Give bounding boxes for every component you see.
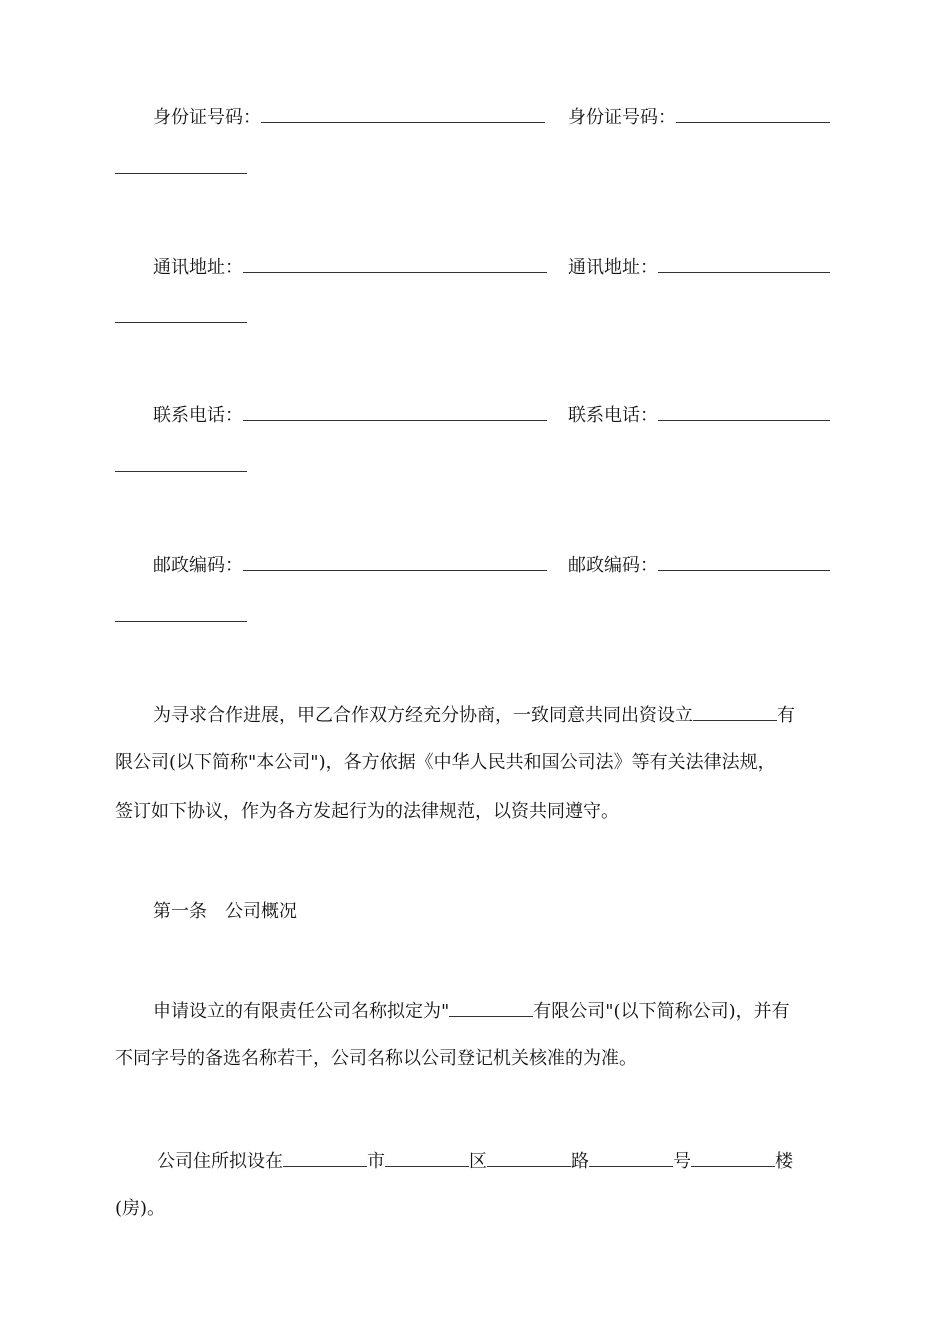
id-number-row	[153, 104, 545, 130]
phone-row-b	[568, 402, 830, 428]
party-a-address-label: 通讯地址：	[153, 257, 243, 278]
proposed-name-blank[interactable]	[449, 998, 533, 1017]
road-label: 路	[571, 1151, 589, 1172]
article-1-heading: 第一条 公司概况	[153, 901, 297, 922]
preamble-line-2: 限公司(以下简称"本公司")，各方依据《中华人民共和国公司法》等有关法律法规，	[115, 752, 776, 773]
preamble-line-3: 签订如下协议，作为各方发起行为的法律规范，以资共同遵守。	[115, 801, 619, 822]
number-blank[interactable]	[589, 1148, 673, 1167]
party-b-id-blank[interactable]	[676, 104, 830, 123]
party-a-id-blank[interactable]	[261, 104, 545, 123]
party-b-postcode-blank-continued[interactable]	[115, 621, 247, 622]
party-a-id-label: 身份证号码：	[153, 107, 261, 128]
party-a-postcode-blank[interactable]	[243, 552, 547, 571]
preamble-text-end: 有	[777, 705, 795, 726]
party-b-postcode-label: 邮政编码：	[568, 555, 658, 576]
party-b-address-blank-continued[interactable]	[115, 322, 247, 323]
phone-row	[153, 402, 547, 428]
party-b-id-blank-continued[interactable]	[115, 173, 247, 174]
road-blank[interactable]	[487, 1148, 571, 1167]
party-b-phone-blank[interactable]	[658, 402, 830, 421]
preamble-line-1	[153, 702, 795, 728]
district-label: 区	[469, 1151, 487, 1172]
floor-label: 楼	[775, 1151, 793, 1172]
company-name-blank[interactable]	[693, 702, 777, 721]
company-address-line-2: (房)。	[115, 1198, 166, 1219]
id-number-row-b	[568, 104, 830, 130]
party-b-phone-label: 联系电话：	[568, 405, 658, 426]
party-a-phone-label: 联系电话：	[153, 405, 243, 426]
party-b-phone-blank-continued[interactable]	[115, 471, 247, 472]
address-intro: 公司住所拟设在	[157, 1151, 283, 1172]
company-address-line-1	[157, 1148, 793, 1174]
city-label: 市	[367, 1151, 385, 1172]
company-name-text-end: 有限公司"(以下简称公司)，并有	[533, 1001, 790, 1022]
address-row-b	[568, 254, 830, 280]
party-b-address-blank[interactable]	[658, 254, 830, 273]
party-b-address-label: 通讯地址：	[568, 257, 658, 278]
city-blank[interactable]	[283, 1148, 367, 1167]
preamble-text: 为寻求合作进展，甲乙合作双方经充分协商，一致同意共同出资设立	[153, 705, 693, 726]
party-b-postcode-blank[interactable]	[658, 552, 830, 571]
party-a-postcode-label: 邮政编码：	[153, 555, 243, 576]
district-blank[interactable]	[385, 1148, 469, 1167]
company-name-line-2: 不同字号的备选名称若干，公司名称以公司登记机关核准的为准。	[115, 1048, 637, 1069]
postcode-row	[153, 552, 547, 578]
party-a-address-blank[interactable]	[243, 254, 547, 273]
party-b-id-label: 身份证号码：	[568, 107, 676, 128]
address-row	[153, 254, 547, 280]
number-label: 号	[673, 1151, 691, 1172]
company-name-line-1	[153, 998, 790, 1024]
party-a-phone-blank[interactable]	[243, 402, 547, 421]
floor-blank[interactable]	[691, 1148, 775, 1167]
postcode-row-b	[568, 552, 830, 578]
company-name-text: 申请设立的有限责任公司名称拟定为"	[153, 1001, 450, 1022]
